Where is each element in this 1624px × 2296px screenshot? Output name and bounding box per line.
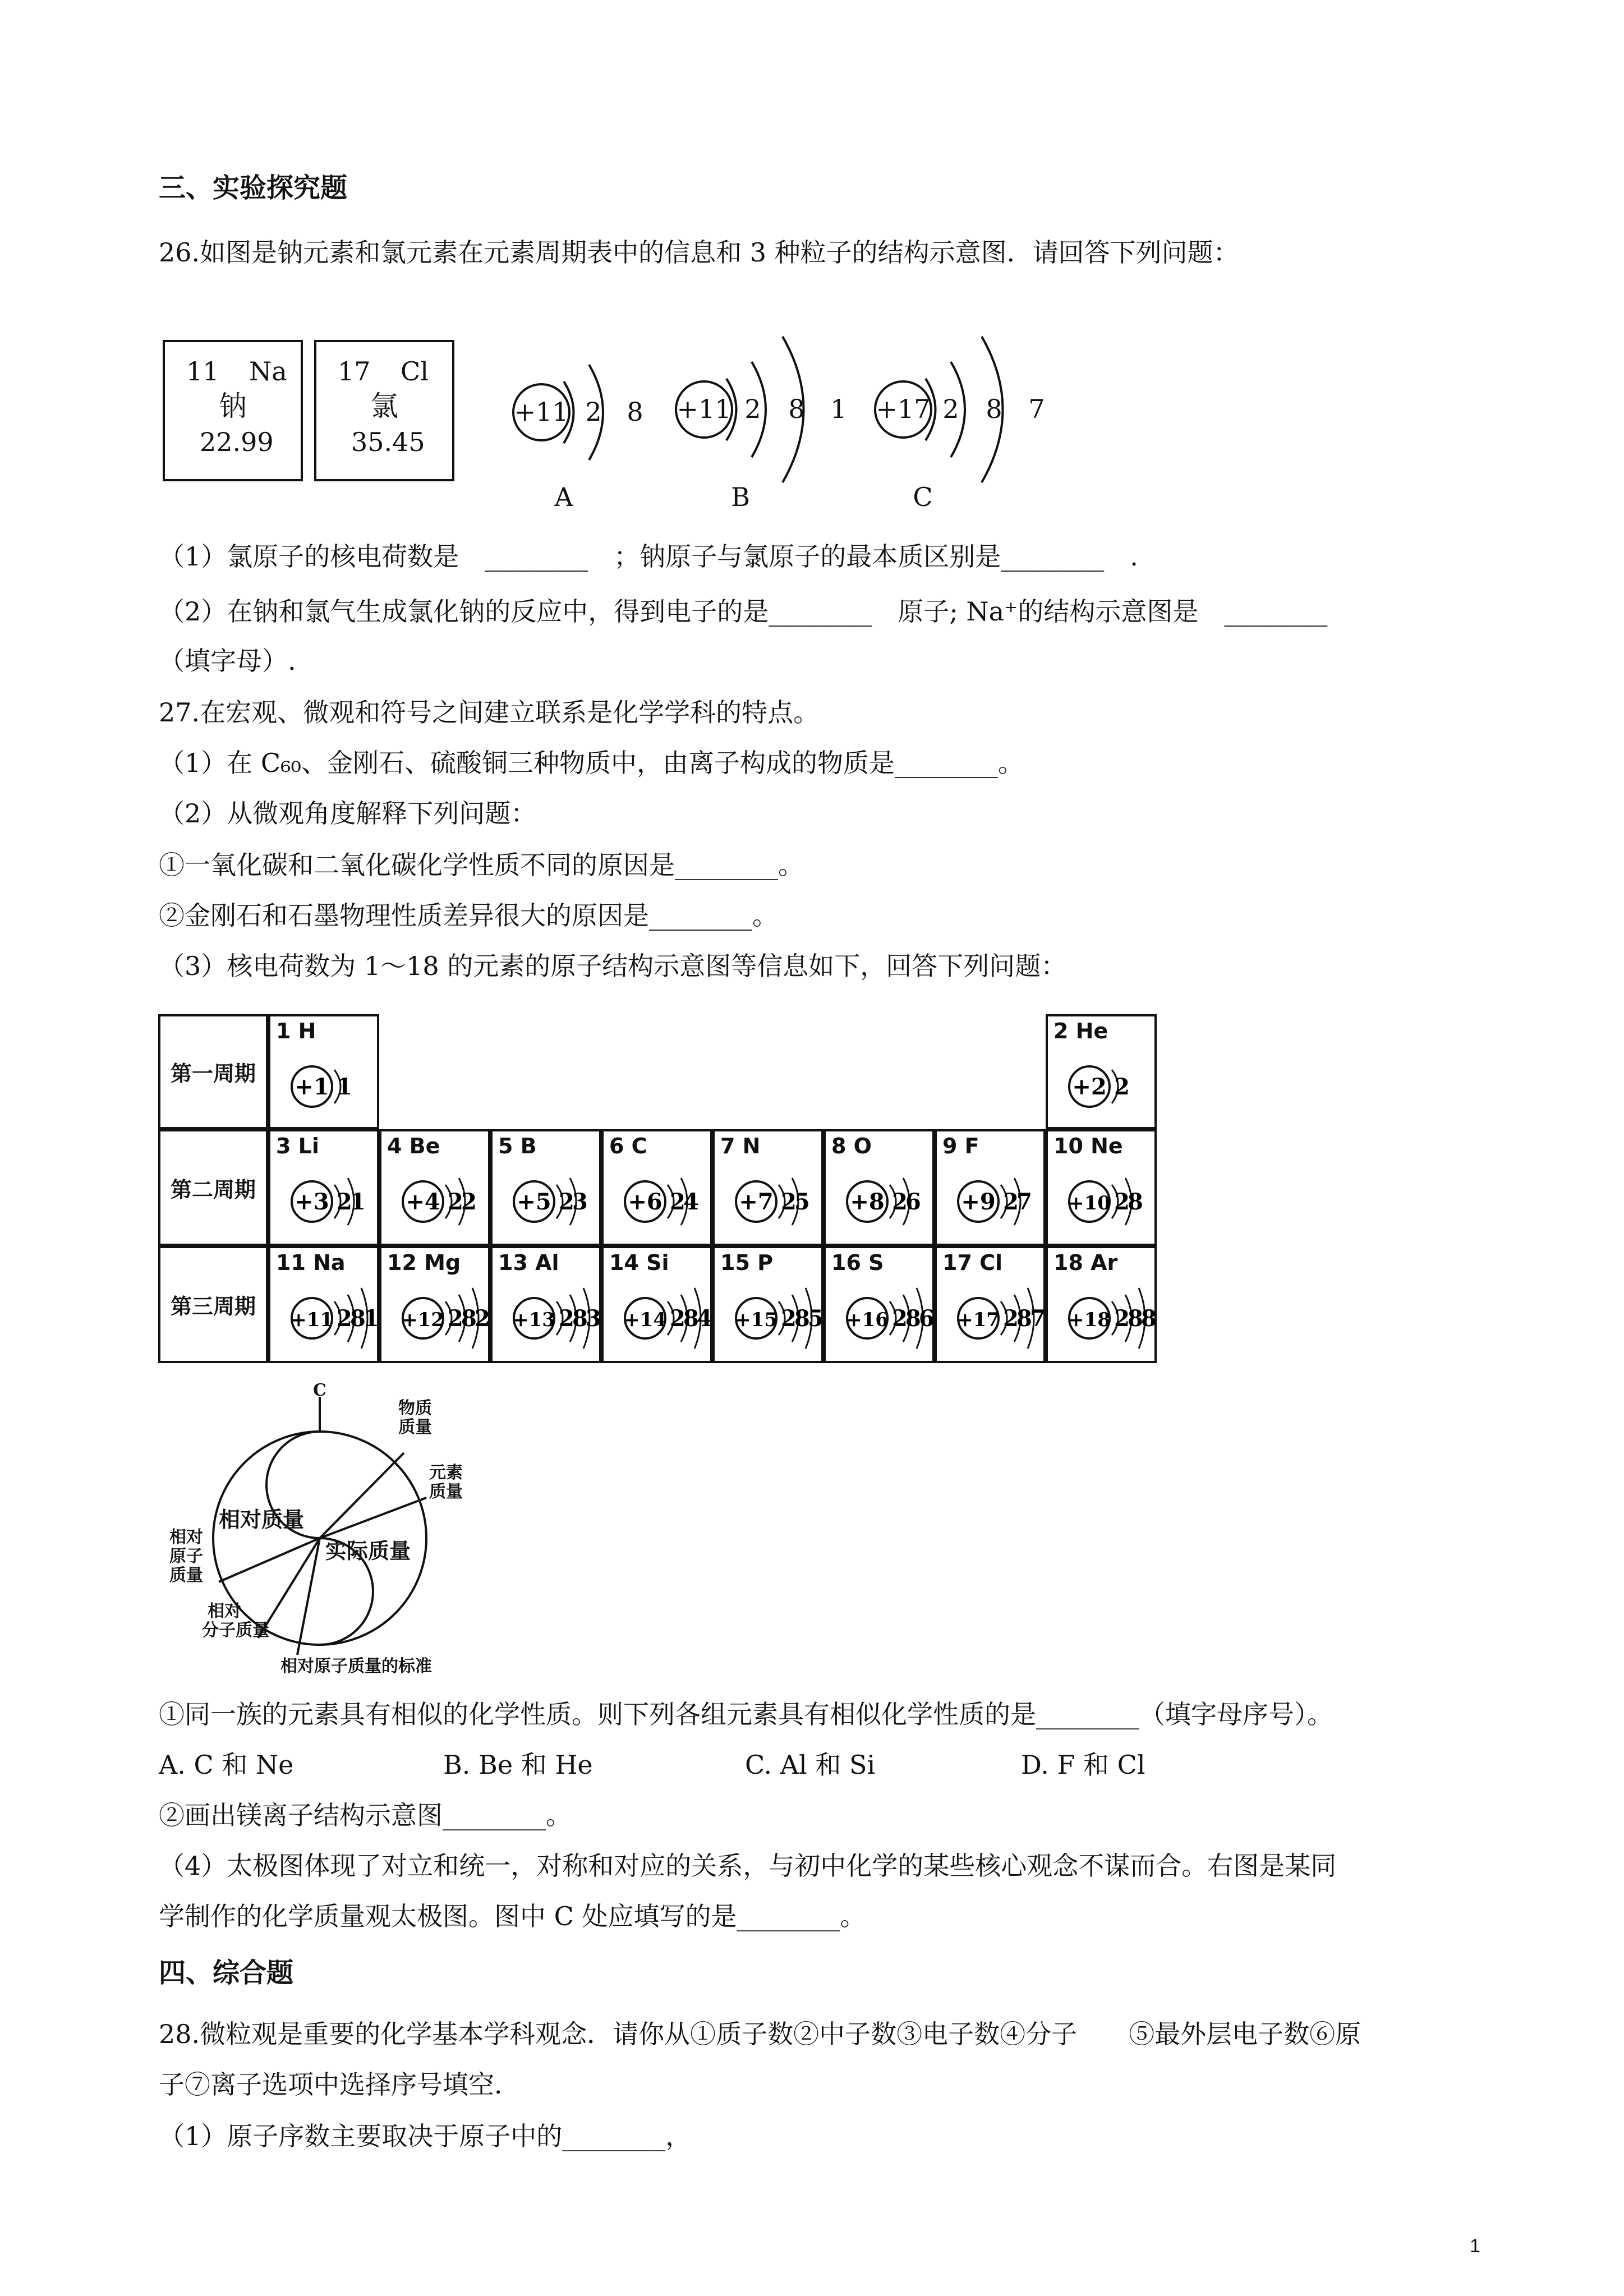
element-cell bbox=[601, 1246, 712, 1363]
taiji-rel-atomic-3: 质量 bbox=[169, 1566, 203, 1585]
option-c: C. Al 和 Si bbox=[745, 1750, 876, 1780]
nucleus-charge: +13 bbox=[513, 1309, 555, 1331]
electron-shell-diagram bbox=[717, 1159, 823, 1244]
atom-b-shell-3: 1 bbox=[830, 394, 847, 424]
shell-count: 2 bbox=[1114, 1189, 1130, 1215]
shell-count: 6 bbox=[919, 1305, 935, 1332]
element-name: 16 S bbox=[831, 1250, 884, 1275]
shell-count: 2 bbox=[448, 1305, 463, 1332]
shell-count: 8 bbox=[794, 1305, 810, 1332]
nucleus-charge: +2 bbox=[1072, 1074, 1107, 1100]
shell-count: 8 bbox=[683, 1305, 699, 1332]
taiji-rel-atomic-1: 相对 bbox=[169, 1527, 203, 1547]
shell-count: 2 bbox=[781, 1189, 797, 1215]
periodic-table bbox=[158, 1014, 1158, 1363]
element-cell bbox=[712, 1246, 823, 1363]
shell-count: 2 bbox=[559, 1189, 574, 1215]
shell-count: 5 bbox=[808, 1305, 823, 1332]
atom-c-nucleus: +17 bbox=[876, 394, 931, 424]
nucleus-charge: +4 bbox=[406, 1189, 440, 1215]
electron-shell-diagram bbox=[828, 1276, 935, 1360]
shell-count: 2 bbox=[1003, 1305, 1019, 1332]
shell-count: 2 bbox=[337, 1189, 352, 1215]
nucleus-charge: +6 bbox=[628, 1189, 663, 1215]
taiji-diagram bbox=[163, 1380, 499, 1683]
nucleus-charge: +10 bbox=[1068, 1192, 1111, 1214]
q27-sub3: （3）核电荷数为 1～18 的元素的原子结构示意图等信息如下，回答下列问题： bbox=[159, 951, 1067, 981]
atom-a-shell-2: 8 bbox=[627, 397, 643, 427]
element-cell bbox=[935, 1246, 1046, 1363]
shell-count: 2 bbox=[892, 1189, 908, 1215]
option-b: B. Be 和 He bbox=[443, 1750, 593, 1780]
element-cell bbox=[601, 1129, 712, 1246]
shell-count: 3 bbox=[586, 1305, 601, 1332]
shell-count: 2 bbox=[475, 1305, 490, 1332]
atom-c-shell-3: 7 bbox=[1028, 394, 1045, 424]
element-cell bbox=[379, 1246, 490, 1363]
electron-shell-diagram bbox=[273, 1045, 379, 1129]
element-name: 13 Al bbox=[498, 1250, 559, 1275]
q26-stem: 26.如图是钠元素和氯元素在元素周期表中的信息和 3 种粒子的结构示意图．请回答下列问题： bbox=[159, 237, 1239, 268]
element-cell bbox=[268, 1246, 379, 1363]
q28-stem: 28.微粒观是重要的化学基本学科观念．请你从①质子数②中子数③电子数④分子 ⑤最外层电子数⑥原 bbox=[159, 2019, 1361, 2049]
atom-a-nucleus: +11 bbox=[514, 397, 569, 427]
shell-count: 8 bbox=[1016, 1305, 1032, 1332]
electron-shell-diagram bbox=[384, 1159, 490, 1244]
cl-atomic-number: 17 bbox=[338, 356, 371, 386]
shell-count: 2 bbox=[559, 1305, 574, 1332]
electron-shell-diagram bbox=[495, 1159, 601, 1244]
option-a: A. C 和 Ne bbox=[159, 1750, 294, 1780]
taiji-relative-mass: 相对质量 bbox=[219, 1507, 305, 1532]
element-name: 8 O bbox=[831, 1134, 872, 1158]
na-name: 钠 bbox=[219, 390, 247, 422]
shell-count: 8 bbox=[1141, 1305, 1157, 1332]
q27-stem: 27.在宏观、微观和符号之间建立联系是化学学科的特点。 bbox=[159, 697, 820, 728]
taiji-rel-molecular-1: 相对 bbox=[208, 1602, 241, 1621]
nucleus-charge: +11 bbox=[291, 1309, 333, 1331]
atom-c-shell-1: 2 bbox=[942, 394, 959, 424]
electron-shell-diagram bbox=[606, 1159, 712, 1244]
electron-shell-diagram bbox=[828, 1159, 935, 1244]
electron-shell-diagram bbox=[384, 1276, 490, 1360]
element-cell bbox=[268, 1014, 379, 1129]
electron-shell-diagram bbox=[1050, 1159, 1157, 1244]
na-atomic-number: 11 bbox=[186, 356, 219, 386]
taiji-substance-mass-2: 质量 bbox=[398, 1418, 432, 1437]
element-cell bbox=[712, 1129, 823, 1246]
shell-count: 2 bbox=[892, 1305, 908, 1332]
element-name: 3 Li bbox=[276, 1134, 319, 1158]
shell-count: 1 bbox=[364, 1305, 379, 1332]
period-label: 第三周期 bbox=[158, 1246, 268, 1363]
shell-count: 1 bbox=[350, 1189, 366, 1215]
taiji-element-mass-1: 元素 bbox=[429, 1463, 463, 1483]
nucleus-charge: +15 bbox=[735, 1309, 778, 1331]
element-cell bbox=[1046, 1246, 1157, 1363]
element-cell bbox=[1046, 1014, 1157, 1129]
nucleus-charge: +8 bbox=[850, 1189, 885, 1215]
electron-shell-diagram bbox=[939, 1159, 1046, 1244]
shell-count: 8 bbox=[350, 1305, 366, 1332]
element-name: 4 Be bbox=[387, 1134, 440, 1158]
q28-sub1: （1）原子序数主要取决于原子中的________， bbox=[159, 2121, 692, 2151]
nucleus-charge: +12 bbox=[402, 1309, 444, 1331]
taiji-actual-mass: 实际质量 bbox=[325, 1538, 411, 1563]
shell-count: 7 bbox=[1030, 1305, 1046, 1332]
cl-element-card bbox=[314, 340, 454, 481]
shell-count: 2 bbox=[1114, 1074, 1130, 1100]
shell-count: 1 bbox=[337, 1074, 352, 1100]
atom-c-label: C bbox=[913, 482, 933, 512]
shell-count: 8 bbox=[461, 1305, 477, 1332]
atom-a-shell-1: 2 bbox=[585, 397, 602, 427]
nucleus-charge: +7 bbox=[739, 1189, 774, 1215]
shell-count: 4 bbox=[697, 1305, 712, 1332]
cl-mass: 35.45 bbox=[351, 427, 425, 457]
atom-b-label: B bbox=[731, 482, 750, 512]
page-number: 1 bbox=[1470, 2235, 1480, 2257]
q27-sub4-cont: 学制作的化学质量观太极图。图中 C 处应填写的是________。 bbox=[159, 1901, 866, 1931]
q27-sub4: （4）太极图体现了对立和统一，对称和对应的关系，与初中化学的某些核心观念不谋而合。右图是某同 bbox=[159, 1851, 1337, 1881]
element-name: 5 B bbox=[498, 1134, 537, 1158]
shell-count: 3 bbox=[572, 1189, 588, 1215]
element-cell bbox=[490, 1129, 601, 1246]
electron-shell-diagram bbox=[1050, 1045, 1157, 1129]
cl-name: 氯 bbox=[370, 390, 398, 422]
shell-count: 7 bbox=[1016, 1189, 1032, 1215]
taiji-standard: 相对原子质量的标准 bbox=[280, 1657, 432, 1676]
nucleus-charge: +1 bbox=[295, 1074, 329, 1100]
nucleus-charge: +9 bbox=[961, 1189, 996, 1215]
element-name: 18 Ar bbox=[1053, 1250, 1118, 1275]
period-label: 第一周期 bbox=[158, 1014, 268, 1129]
electron-shell-diagram bbox=[606, 1276, 712, 1360]
element-name: 2 He bbox=[1053, 1019, 1108, 1043]
element-name: 7 N bbox=[720, 1134, 761, 1158]
element-cell bbox=[823, 1246, 935, 1363]
q26-sub2: （2）在钠和氯气生成氯化钠的反应中，得到电子的是________ 原子; Na⁺的结构示意图是 ________ bbox=[159, 596, 1328, 627]
atom-c-shell-2: 8 bbox=[986, 394, 1002, 424]
element-name: 14 Si bbox=[609, 1250, 669, 1275]
shell-count: 2 bbox=[461, 1189, 477, 1215]
q27-sub2: （2）从微观角度解释下列问题： bbox=[159, 798, 537, 829]
q27-sub2-ii: ②金刚石和石墨物理性质差异很大的原因是________。 bbox=[159, 900, 778, 931]
q27-sub3-ii: ②画出镁离子结构示意图________。 bbox=[159, 1800, 572, 1830]
na-symbol: Na bbox=[249, 356, 287, 386]
shell-count: 6 bbox=[905, 1189, 921, 1215]
element-name: 11 Na bbox=[276, 1250, 346, 1275]
atom-diagrams bbox=[494, 303, 1099, 527]
period-label: 第二周期 bbox=[158, 1129, 268, 1246]
nucleus-charge: +16 bbox=[846, 1309, 889, 1331]
taiji-element-mass-2: 质量 bbox=[429, 1482, 463, 1502]
cl-symbol: Cl bbox=[401, 356, 429, 386]
nucleus-charge: +14 bbox=[624, 1309, 666, 1331]
element-cell bbox=[935, 1129, 1046, 1246]
shell-count: 2 bbox=[1114, 1305, 1130, 1332]
shell-count: 2 bbox=[781, 1305, 797, 1332]
shell-count: 2 bbox=[670, 1189, 686, 1215]
shell-count: 2 bbox=[670, 1305, 686, 1332]
element-cell bbox=[379, 1129, 490, 1246]
taiji-rel-atomic-2: 原子 bbox=[169, 1547, 203, 1566]
atom-b-nucleus: +11 bbox=[677, 394, 732, 424]
electron-shell-diagram bbox=[495, 1276, 601, 1360]
q28-stem-cont: 子⑦离子选项中选择序号填空． bbox=[159, 2069, 520, 2100]
q27-sub2-i: ①一氧化碳和二氧化碳化学性质不同的原因是________。 bbox=[159, 850, 804, 880]
nucleus-charge: +3 bbox=[295, 1189, 329, 1215]
q26-sub1: （1）氯原子的核电荷数是 ________ ；钠原子与氯原子的最本质区别是________ . bbox=[159, 541, 1138, 572]
shell-count: 4 bbox=[683, 1189, 699, 1215]
shell-count: 5 bbox=[794, 1189, 810, 1215]
element-name: 1 H bbox=[276, 1019, 316, 1043]
atom-a-label: A bbox=[554, 482, 573, 512]
shell-count: 2 bbox=[337, 1305, 352, 1332]
electron-shell-diagram bbox=[273, 1159, 379, 1244]
atom-b-shell-2: 8 bbox=[788, 394, 805, 424]
q26-sub2-cont: （填字母）. bbox=[159, 646, 296, 676]
element-name: 9 F bbox=[942, 1134, 979, 1158]
nucleus-charge: +17 bbox=[957, 1309, 1000, 1331]
shell-count: 8 bbox=[1128, 1189, 1143, 1215]
taiji-c-label: C bbox=[313, 1381, 326, 1400]
atom-b-shell-1: 2 bbox=[744, 394, 761, 424]
element-name: 10 Ne bbox=[1053, 1134, 1123, 1158]
na-element-card bbox=[163, 340, 303, 481]
option-d: D. F 和 Cl bbox=[1021, 1750, 1145, 1780]
shell-count: 8 bbox=[905, 1305, 921, 1332]
element-cell bbox=[490, 1246, 601, 1363]
shell-count: 2 bbox=[1003, 1189, 1019, 1215]
electron-shell-diagram bbox=[1050, 1276, 1157, 1360]
electron-shell-diagram bbox=[939, 1276, 1046, 1360]
na-mass: 22.99 bbox=[200, 427, 274, 457]
element-name: 15 P bbox=[720, 1250, 773, 1275]
shell-count: 8 bbox=[572, 1305, 588, 1332]
section-title: 四、综合题 bbox=[159, 1957, 294, 1989]
section-title: 三、实验探究题 bbox=[159, 172, 348, 204]
taiji-substance-mass-1: 物质 bbox=[398, 1398, 432, 1418]
shell-count: 8 bbox=[1128, 1305, 1143, 1332]
nucleus-charge: +18 bbox=[1068, 1309, 1111, 1331]
nucleus-charge: +5 bbox=[517, 1189, 551, 1215]
element-name: 6 C bbox=[609, 1134, 647, 1158]
element-name: 12 Mg bbox=[387, 1250, 461, 1275]
element-cell bbox=[268, 1129, 379, 1246]
taiji-rel-molecular-2: 分子质量 bbox=[202, 1621, 269, 1640]
electron-shell-diagram bbox=[273, 1276, 379, 1360]
element-cell bbox=[1046, 1129, 1157, 1246]
element-name: 17 Cl bbox=[942, 1250, 1003, 1275]
electron-shell-diagram bbox=[717, 1276, 823, 1360]
element-cell bbox=[823, 1129, 935, 1246]
shell-count: 2 bbox=[448, 1189, 463, 1215]
q27-sub1: （1）在 C₆₀、金刚石、硫酸铜三种物质中，由离子构成的物质是________。 bbox=[159, 748, 1024, 778]
q27-sub3-i: ①同一族的元素具有相似的化学性质。则下列各组元素具有相似化学性质的是________（填字母序号）。 bbox=[159, 1699, 1333, 1729]
